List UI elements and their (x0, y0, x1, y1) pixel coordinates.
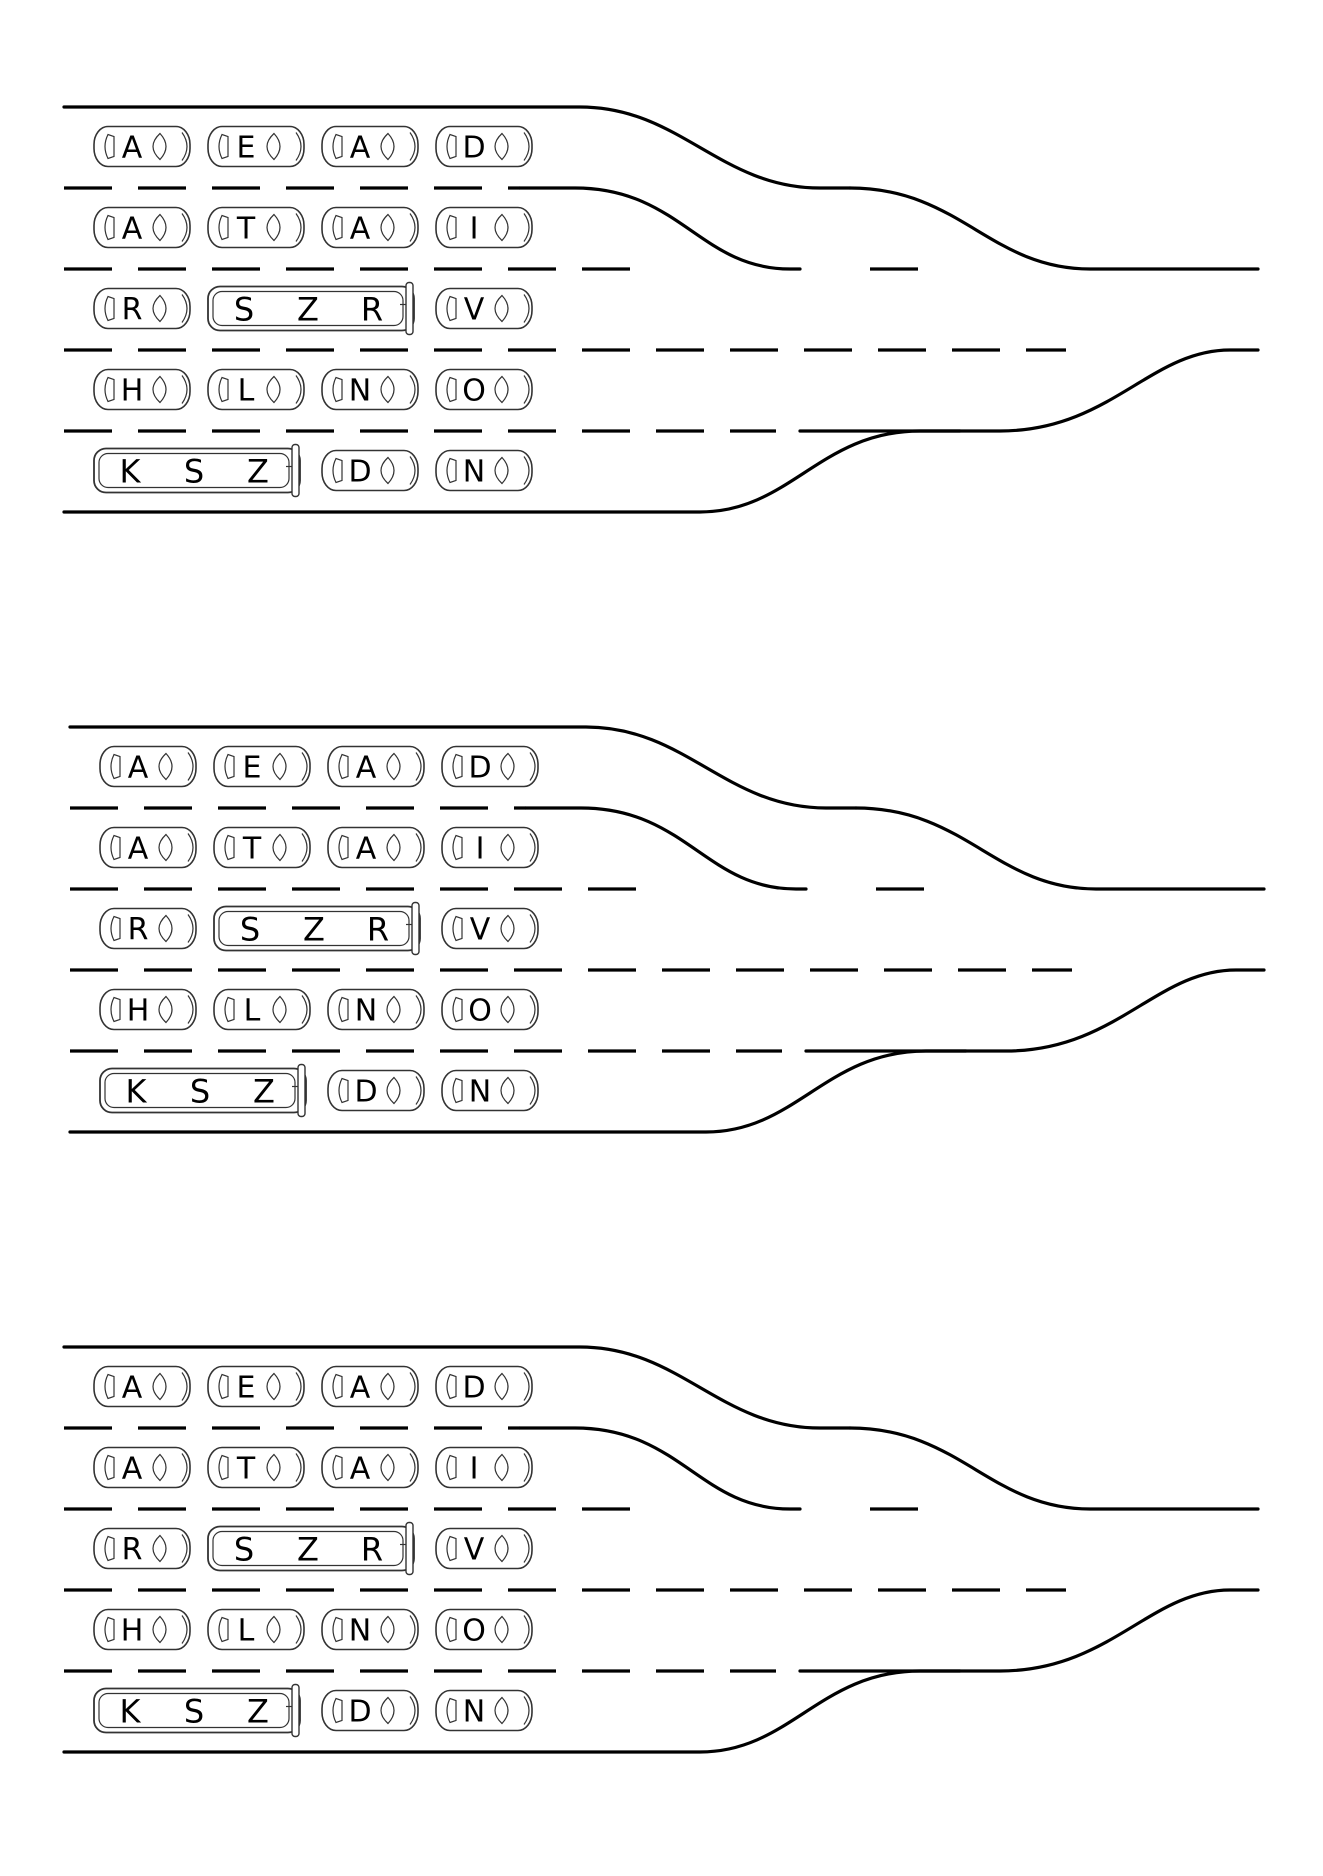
car-body (214, 828, 310, 868)
car-label: V (463, 292, 485, 328)
car-L (208, 370, 304, 410)
bus-label: Z (253, 1072, 275, 1111)
car-label: T (236, 211, 256, 247)
car-R (94, 1529, 190, 1569)
bus-KSZ (100, 1065, 306, 1117)
merge-edge-1 (526, 808, 806, 889)
car-E (208, 1367, 304, 1407)
car-label: R (127, 912, 149, 948)
car-O (436, 1610, 532, 1650)
car-A (328, 828, 424, 868)
car-T (208, 208, 304, 248)
car-A (94, 208, 190, 248)
car-E (214, 747, 310, 787)
car-D (436, 1367, 532, 1407)
car-label: T (236, 1451, 256, 1487)
bus-label: S (183, 1692, 205, 1731)
bus-KSZ (94, 1685, 300, 1737)
bus-front (292, 1685, 299, 1737)
car-I (436, 1448, 532, 1488)
car-I (442, 828, 538, 868)
car-label: L (243, 993, 261, 1029)
car-label: V (469, 912, 491, 948)
car-label: D (354, 1074, 378, 1110)
car-V (436, 289, 532, 329)
bus-front (412, 903, 419, 955)
car-A (94, 1448, 190, 1488)
car-label: N (462, 454, 486, 490)
car-A (322, 127, 418, 167)
car-R (100, 909, 196, 949)
bus-label: S (239, 910, 261, 949)
bus-label: R (366, 910, 390, 949)
car-label: V (463, 1532, 485, 1568)
car-label: A (355, 750, 377, 786)
car-A (322, 1448, 418, 1488)
bus-label: Z (247, 452, 269, 491)
bus-label: Z (303, 910, 325, 949)
car-E (208, 127, 304, 167)
bus-front (292, 445, 299, 497)
car-label: D (462, 1370, 486, 1406)
car-body (436, 208, 532, 248)
car-label: A (349, 130, 371, 166)
car-label: A (127, 750, 149, 786)
car-D (436, 127, 532, 167)
bus-label: S (183, 452, 205, 491)
car-N (322, 370, 418, 410)
car-O (436, 370, 532, 410)
car-label: O (462, 373, 486, 409)
merge-edge-2 (800, 350, 1258, 431)
car-N (322, 1610, 418, 1650)
car-L (214, 990, 310, 1030)
bus-label: Z (297, 290, 319, 329)
car-label: R (121, 1532, 143, 1568)
car-label: A (127, 831, 149, 867)
bus-label: S (189, 1072, 211, 1111)
car-label: A (349, 1451, 371, 1487)
car-H (94, 370, 190, 410)
car-N (436, 1691, 532, 1731)
bus-label: S (233, 1530, 255, 1569)
car-A (94, 127, 190, 167)
car-body (208, 370, 304, 410)
car-label: H (120, 373, 144, 409)
car-label: R (121, 292, 143, 328)
merge-edge-2 (800, 1590, 1258, 1671)
car-A (100, 747, 196, 787)
car-body (208, 1367, 304, 1407)
car-D (442, 747, 538, 787)
car-H (100, 990, 196, 1030)
car-label: D (348, 1694, 372, 1730)
car-R (94, 289, 190, 329)
merge-edge-1 (520, 188, 800, 269)
car-label: I (469, 211, 479, 247)
car-A (322, 208, 418, 248)
car-T (208, 1448, 304, 1488)
car-body (436, 1448, 532, 1488)
car-label: A (121, 1451, 143, 1487)
car-label: N (462, 1694, 486, 1730)
car-A (328, 747, 424, 787)
car-label: L (237, 373, 255, 409)
bus-front (298, 1065, 305, 1117)
car-V (442, 909, 538, 949)
car-A (94, 1367, 190, 1407)
merge-edge-2 (806, 970, 1264, 1051)
car-body (208, 127, 304, 167)
bus-SZR (214, 903, 420, 955)
car-label: O (462, 1613, 486, 1649)
car-body (208, 1448, 304, 1488)
car-label: O (468, 993, 492, 1029)
bus-label: K (119, 452, 141, 491)
bus-front (406, 1523, 413, 1575)
car-label: A (121, 211, 143, 247)
car-body (214, 747, 310, 787)
car-label: N (354, 993, 378, 1029)
car-label: I (469, 1451, 479, 1487)
car-T (214, 828, 310, 868)
car-label: N (348, 1613, 372, 1649)
car-label: H (126, 993, 150, 1029)
bus-label: Z (297, 1530, 319, 1569)
bus-SZR (208, 283, 414, 335)
road-diagram-2 (70, 727, 1264, 1132)
car-N (436, 451, 532, 491)
bus-KSZ (94, 445, 300, 497)
car-N (328, 990, 424, 1030)
car-label: N (348, 373, 372, 409)
car-label: A (349, 211, 371, 247)
car-label: L (237, 1613, 255, 1649)
car-A (100, 828, 196, 868)
car-label: I (475, 831, 485, 867)
car-body (214, 990, 310, 1030)
car-L (208, 1610, 304, 1650)
bus-label: R (360, 290, 384, 329)
car-label: E (242, 750, 262, 786)
bus-SZR (208, 1523, 414, 1575)
road-top-edge-out (850, 188, 1258, 269)
car-body (208, 1610, 304, 1650)
car-label: D (348, 454, 372, 490)
merge-edge-1 (520, 1428, 800, 1509)
bus-front (406, 283, 413, 335)
car-label: E (236, 1370, 256, 1406)
car-V (436, 1529, 532, 1569)
car-label: T (242, 831, 262, 867)
road-top-edge-out (850, 1428, 1258, 1509)
road-top-edge-out (856, 808, 1264, 889)
car-label: A (355, 831, 377, 867)
car-D (322, 1691, 418, 1731)
car-label: D (462, 130, 486, 166)
bus-label: K (125, 1072, 147, 1111)
bus-label: K (119, 1692, 141, 1731)
car-O (442, 990, 538, 1030)
car-body (442, 828, 538, 868)
car-D (322, 451, 418, 491)
car-I (436, 208, 532, 248)
car-label: N (468, 1074, 492, 1110)
bus-label: R (360, 1530, 384, 1569)
bus-label: Z (247, 1692, 269, 1731)
car-H (94, 1610, 190, 1650)
road-diagram-1 (64, 107, 1258, 512)
car-D (328, 1071, 424, 1111)
car-label: A (121, 1370, 143, 1406)
road-diagram-3 (64, 1347, 1258, 1752)
car-body (208, 208, 304, 248)
car-N (442, 1071, 538, 1111)
car-label: D (468, 750, 492, 786)
car-label: A (349, 1370, 371, 1406)
bus-label: S (233, 290, 255, 329)
car-label: A (121, 130, 143, 166)
car-label: H (120, 1613, 144, 1649)
car-A (322, 1367, 418, 1407)
car-label: E (236, 130, 256, 166)
